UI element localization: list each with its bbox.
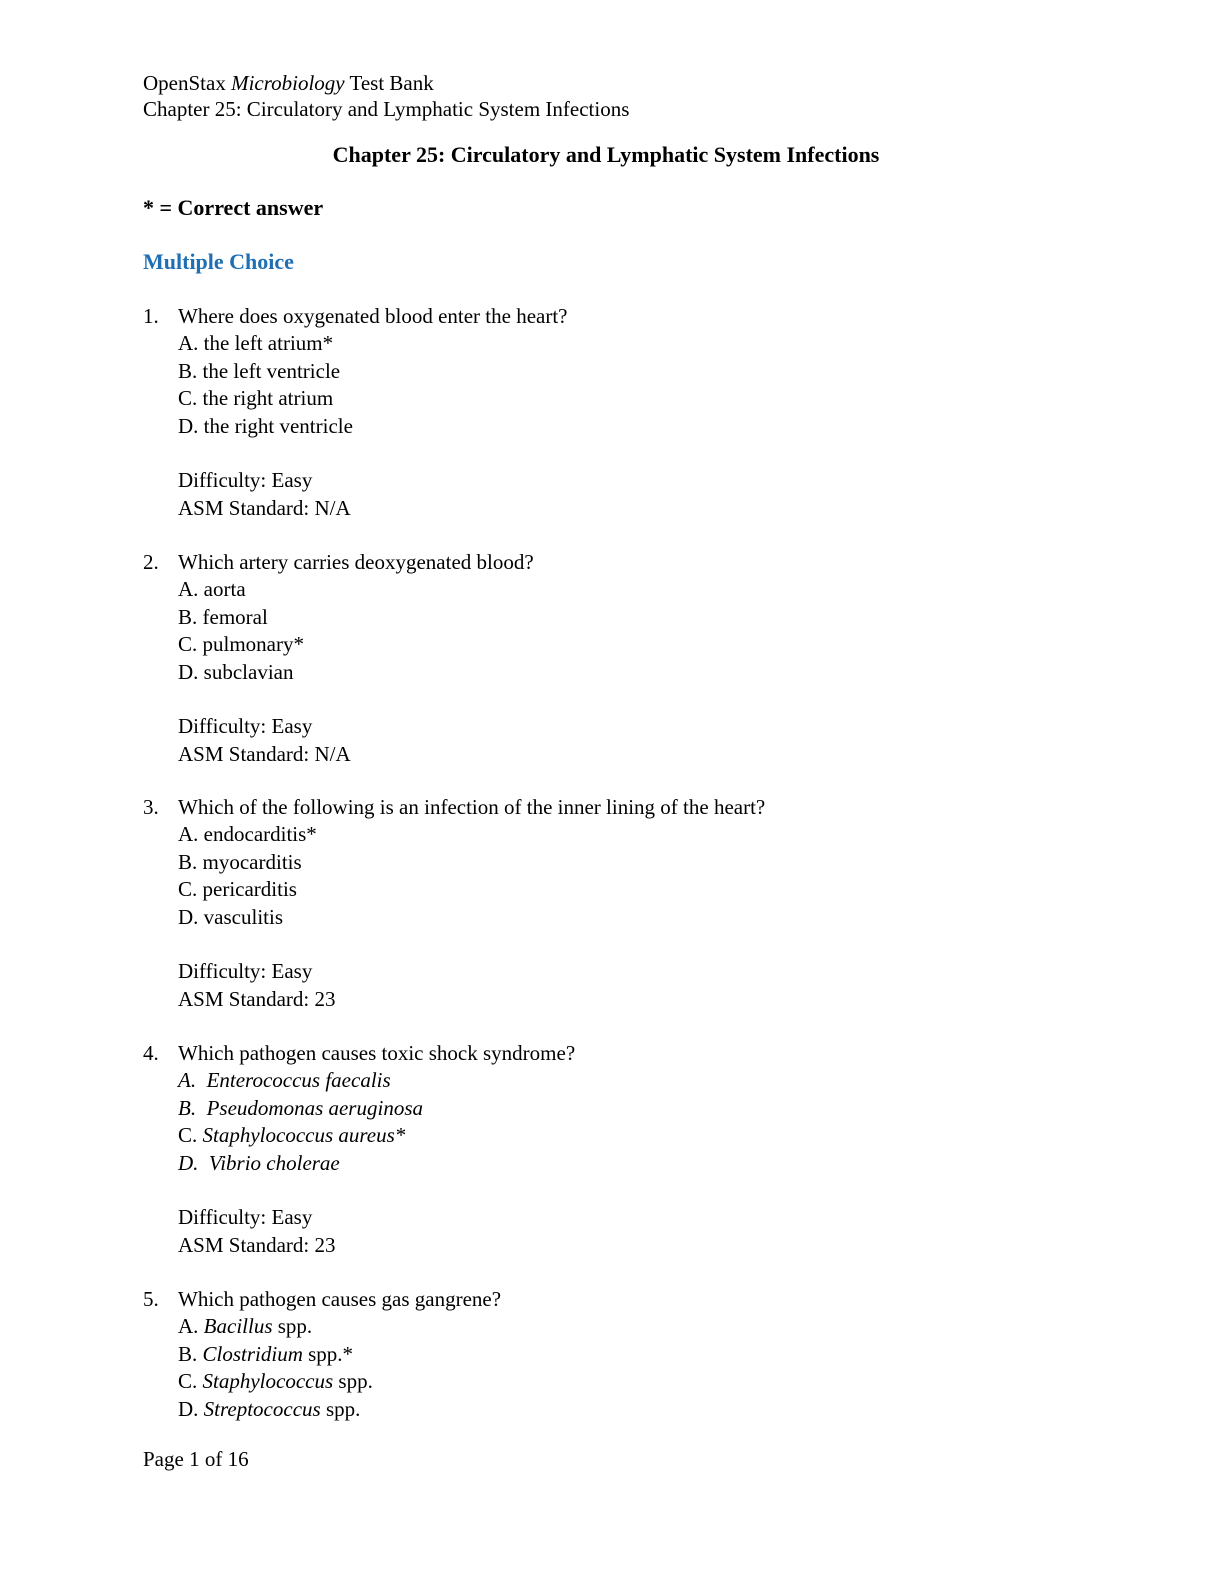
question-1 (143, 303, 568, 522)
answer-option: D. vasculitis (178, 904, 283, 929)
question-3 (143, 794, 765, 1013)
answer-option: B. Clostridium spp.* (178, 1341, 354, 1366)
answer-option: A. aorta (178, 577, 246, 602)
header-line-1: OpenStax Microbiology Test Bank (143, 71, 434, 95)
running-header (143, 70, 629, 122)
difficulty-label: Difficulty: Easy (178, 959, 313, 984)
answer-option: D. Streptococcus spp. (178, 1396, 361, 1421)
answer-option: D. Vibrio cholerae (178, 1150, 340, 1175)
asm-standard-label: ASM Standard: 23 (178, 986, 336, 1011)
question-number: 3. (143, 795, 159, 819)
answer-option: D. subclavian (178, 659, 294, 684)
question-stem (143, 1286, 501, 1313)
asm-standard-label: ASM Standard: 23 (178, 1232, 336, 1257)
question-2 (143, 549, 534, 768)
answer-option: C. Staphylococcus aureus* (178, 1123, 406, 1148)
header-book-title: Microbiology (231, 71, 345, 95)
question-text: Which pathogen causes toxic shock syndrome? (178, 1041, 576, 1065)
question-text: Which artery carries deoxygenated blood? (178, 550, 534, 574)
answer-option: B. myocarditis (178, 849, 302, 874)
question-stem (143, 1040, 575, 1067)
answer-option: B. femoral (178, 604, 268, 629)
question-stem (143, 549, 534, 576)
answer-option: A. Enterococcus faecalis (178, 1068, 391, 1093)
question-stem (143, 794, 765, 821)
question-text: Which pathogen causes gas gangrene? (178, 1287, 502, 1311)
answer-option: C. the right atrium (178, 386, 334, 411)
answer-option: C. Staphylococcus spp. (178, 1369, 373, 1394)
difficulty-label: Difficulty: Easy (178, 1205, 313, 1230)
question-number: 1. (143, 304, 159, 328)
asm-standard-label: ASM Standard: N/A (178, 741, 351, 766)
section-heading: Multiple Choice (143, 249, 294, 274)
question-text: Which of the following is an infection of the inner lining of the heart? (178, 795, 766, 819)
page-footer: Page 1 of 16 (143, 1447, 249, 1471)
answer-legend: * = Correct answer (143, 195, 324, 220)
answer-option: A. endocarditis* (178, 822, 317, 847)
question-number: 2. (143, 550, 159, 574)
asm-standard-label: ASM Standard: N/A (178, 495, 351, 520)
answer-option: C. pulmonary* (178, 632, 304, 657)
header-line-2: Chapter 25: Circulatory and Lymphatic System Infections (143, 97, 630, 121)
question-stem (143, 303, 568, 330)
question-5 (143, 1286, 501, 1423)
answer-option: B. Pseudomonas aeruginosa (178, 1095, 423, 1120)
page-title: Chapter 25: Circulatory and Lymphatic System Infections (332, 142, 880, 167)
question-text: Where does oxygenated blood enter the heart? (178, 304, 568, 328)
question-number: 4. (143, 1041, 159, 1065)
answer-option: A. Bacillus spp. (178, 1314, 313, 1339)
answer-option: C. pericarditis (178, 877, 297, 902)
answer-option: D. the right ventricle (178, 413, 353, 438)
answer-option: B. the left ventricle (178, 358, 341, 383)
question-number: 5. (143, 1287, 159, 1311)
difficulty-label: Difficulty: Easy (178, 714, 313, 739)
question-4 (143, 1040, 575, 1259)
difficulty-label: Difficulty: Easy (178, 468, 313, 493)
answer-option: A. the left atrium* (178, 331, 334, 356)
